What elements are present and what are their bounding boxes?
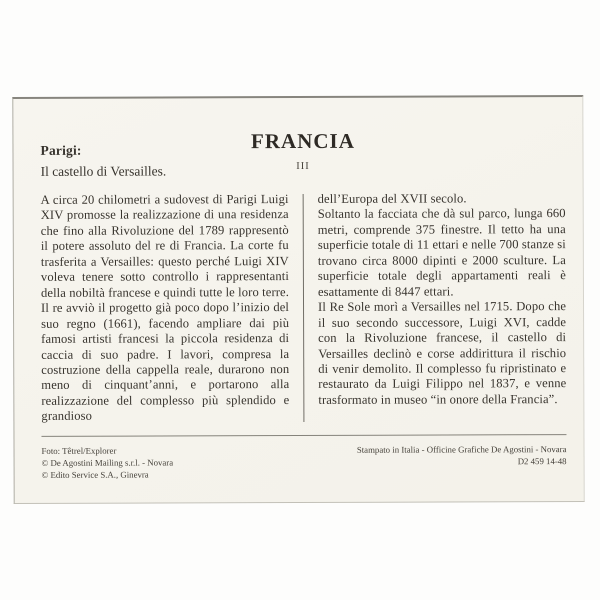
card-title: FRANCIA [250, 128, 355, 154]
body-paragraph: Soltanto la facciata che dà sul parco, lunga 660 metri, comprende 375 finestre. Il tetto ha una superficie totale di 11 ettari e nelle 700 stanze si trovano circa 8000 dipinti e 2000 sculture. La superficie totale degli appartamenti reali è esattamente di 8447 ettari. [317, 206, 566, 299]
column-divider [303, 194, 305, 422]
body-paragraph: dell’Europa del XVII secolo. [317, 191, 467, 206]
body-paragraph: Il Re Sole morì a Versailles nel 1715. Dopo che il suo secondo successore, Luigi XVI, cadde con la Rivoluzione francese, il castello di Versailles declinò e corse addirittura il rischio di venir demolito. Il complesso fu ripristinato e restaurato da Luigi Filippo nel 1837, e venne trasformato in museo “in onore della Francia”. [318, 299, 567, 407]
credits-left [42, 445, 174, 481]
footer [42, 444, 567, 481]
body-paragraph: A circa 20 chilometri a sudovest di Parigi Luigi XIV promosse la realizzazione di una residenza che fino alla Rivoluzione del 1789 rappresentò il potere assoluto del re di Francia. La corte fu trasferita a Versailles: questo perché Luigi XIV voleva tenere sotto controllo i rappresentanti della nobiltà francese e quindi tutte le loro terre. Il re avviò il progetto già poco dopo l’inizio del suo regno (1661), facendo ampliare dai più famosi artisti francesi la piccola residenza di caccia di suo padre. I lavori, compresa la costruzione della cappella reale, durarono non meno di cinquant’anni, e portarono alla realizzazione del complesso più splendido e grandioso [40, 192, 290, 424]
footer-rule [41, 434, 566, 437]
card-subject-block [40, 142, 166, 178]
location-label: Parigi: [40, 142, 82, 158]
series-numeral: III [296, 160, 310, 173]
body-columns [41, 191, 567, 425]
copyright-line: © Edito Service S.A., Ginevra [41, 469, 149, 480]
postcard-back [12, 95, 584, 504]
printed-line: Stampato in Italia - Officine Grafiche De Agostini - Novara [356, 444, 567, 455]
print-code: D2 459 14-48 [517, 455, 567, 467]
body-column-left [41, 192, 290, 425]
photo-credit: Foto: Têtrel/Explorer [41, 445, 117, 456]
subject-line: Il castello di Versailles. [40, 163, 167, 179]
copyright-line: © De Agostini Mailing s.r.l. - Novara [41, 457, 174, 468]
credits-right [357, 444, 567, 480]
body-column-right [318, 191, 567, 424]
